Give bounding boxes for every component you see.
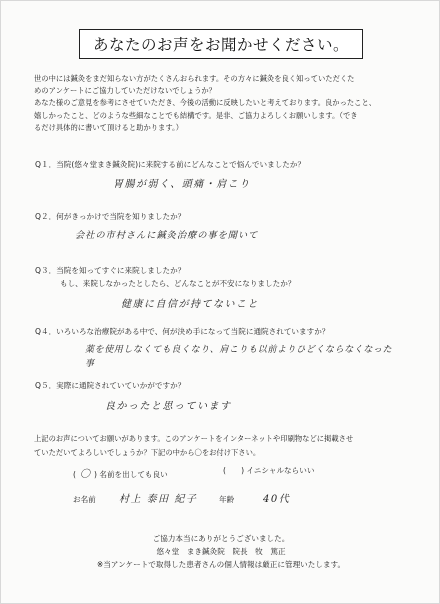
request-line: 上記のお声についてお願いがあります。このアンケートをインターネットや印刷物などに掲載させ — [34, 434, 354, 443]
answer-5: 良かったと思っています — [105, 401, 232, 412]
question-3-sub: もし、来院しなかったとしたら、どんなことが不安になりましたか？ — [60, 279, 296, 288]
title-box — [79, 29, 363, 59]
intro-line: あなた様のご意見を参考にさせていただき、今後の活動に反映したいと考えております。良かったこと、 — [34, 98, 377, 108]
publication-request — [34, 432, 424, 459]
selected-mark: 〇 — [79, 469, 90, 480]
name-label: お名前 — [73, 495, 96, 504]
age-value: 40代 — [263, 494, 291, 505]
question-5: Q５．実際に通院されていていかがですか？ — [35, 381, 186, 390]
answer-4: 薬を使用しなくても良くなり、肩こりも以前よりひどくならなくなった事 — [85, 345, 393, 369]
thanks-message: ご協力本当にありがとうございました。 — [152, 534, 290, 543]
answer-3: 健康に自信が持てないこと — [121, 299, 259, 310]
option-initials-label: イニシャルならいい — [246, 466, 315, 475]
clinic-signature: 悠々堂 まき鍼灸院 院長 牧 篤正 — [156, 547, 286, 556]
privacy-note: ※当アンケートで取得した患者さんの個人情報は厳正に管理いたします。 — [96, 560, 346, 569]
intro-line: めのアンケートにご協力していただけないでしょうか？ — [34, 86, 216, 96]
name-value: 村上 泰田 紀子 — [119, 494, 198, 505]
question-4: Q４．いろいろな治療院がある中で、何が決め手になって当院に通院されていますか？ — [35, 327, 330, 336]
answer-2: 会社の市村さんに鍼灸治療の事を聞いて — [75, 230, 259, 241]
option-initials[interactable]: ( ) イニシャルならいい — [223, 466, 315, 475]
intro-line: 嬉しかったこと、どのような些細なことでも結構です。是非、ご協力よろしくお願いします。（でき — [34, 110, 358, 120]
intro-line: 世の中には鍼灸をまだ知らない方がたくさんおられます。その方々に鍼灸を良く知っていただくた — [34, 74, 355, 83]
question-2: Q２．何がきっかけで当院を知りましたか？ — [35, 212, 186, 221]
page-title: あなたのお声をお聞かせください。 — [92, 36, 349, 54]
age-label: 年齢 — [219, 495, 235, 504]
request-line: ていただいてよろしいでしょうか？下記の中から〇をお付け下さい。 — [34, 447, 261, 457]
answer-1: 胃腸が弱く、頭痛・肩こり — [113, 179, 251, 190]
question-3: Q３．当院を知ってすぐに来院しましたか？ — [35, 266, 186, 275]
intro-line: るだけ具体的に書いて頂けると助かります。） — [34, 122, 183, 132]
intro-text — [34, 73, 422, 134]
question-1: Q１．当院(悠々堂まき鍼灸院)に来院する前にどんなことで悩んでいましたか？ — [35, 160, 306, 169]
option-full-name[interactable]: ( 〇 ) 名前を出しても良い — [73, 465, 168, 480]
option-full-name-label: 名前を出しても良い — [99, 470, 168, 479]
